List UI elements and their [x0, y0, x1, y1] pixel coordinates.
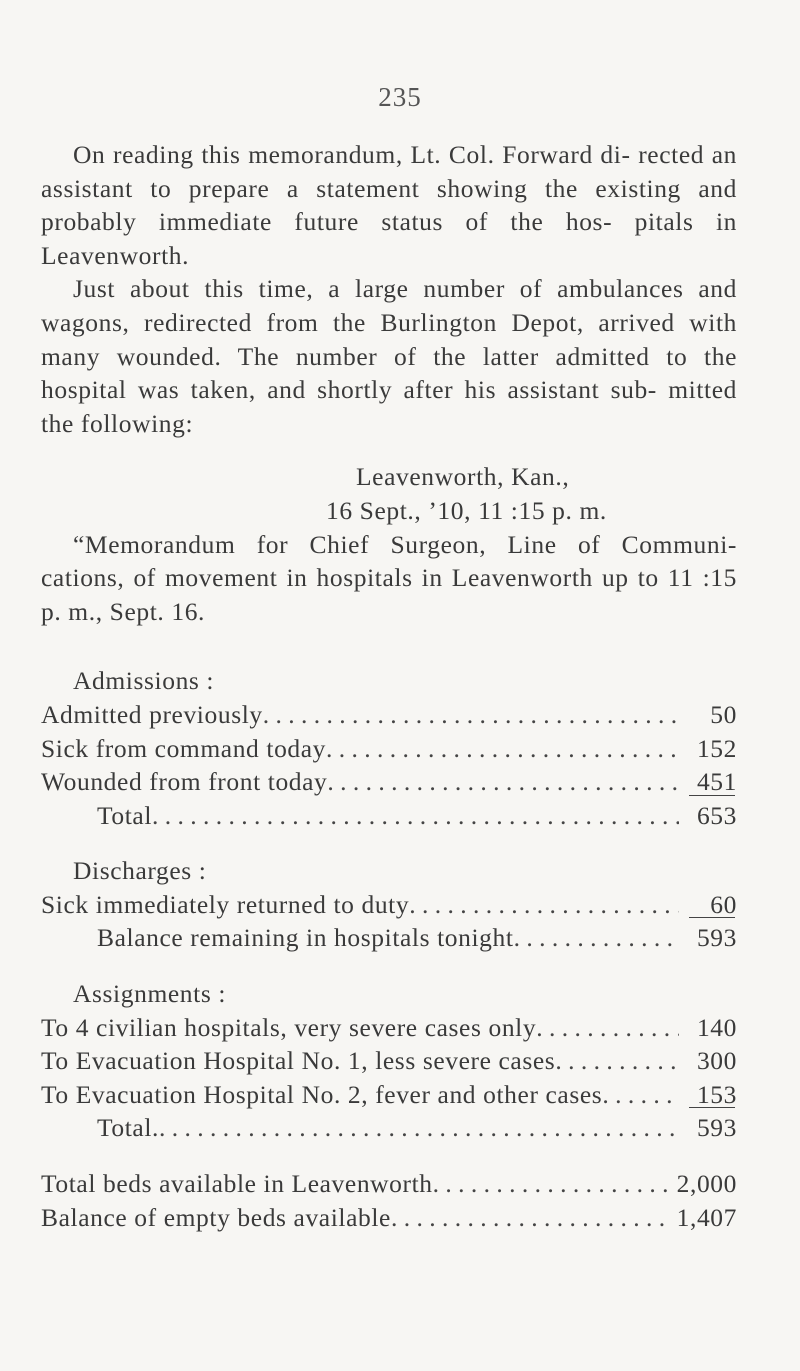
assignments-row — [41, 1011, 737, 1045]
row-label: Sick from command today — [41, 733, 327, 763]
beds-row — [41, 1201, 737, 1235]
row-label: To Evacuation Hospital No. 2, fever and other cases — [41, 1079, 603, 1109]
dateline-date: 16 Sept., ’10, 11 :15 p. m. — [326, 495, 607, 525]
leader-dots — [152, 799, 679, 833]
admissions-row — [41, 698, 737, 732]
row-label: Sick immediately returned to duty — [41, 889, 410, 919]
page-number: 235 — [378, 82, 422, 112]
leader-dots — [391, 1201, 669, 1235]
discharges-heading: Discharges : — [73, 856, 207, 886]
leader-dots — [409, 888, 679, 922]
balance-value: 593 — [696, 923, 737, 953]
leader-dots — [433, 1167, 669, 1201]
page-content — [41, 138, 737, 1234]
admissions-row — [41, 765, 737, 799]
balance-label: Balance remaining in hospitals tonight — [97, 923, 514, 953]
leader-dots — [326, 732, 679, 766]
total-value: 653 — [696, 800, 737, 830]
row-value: 152 — [696, 733, 737, 763]
admissions-heading: Admissions : — [73, 666, 215, 696]
sum-line — [689, 917, 735, 918]
discharges-balance-row — [41, 921, 737, 955]
assignments-row — [41, 1078, 737, 1112]
total-label: Total — [97, 800, 153, 830]
discharges-row — [41, 888, 737, 922]
paragraph-1: On reading this memorandum, Lt. Col. Forward di- rected an assistant to prepare a statement showing the existing and probably immediate future status of the hos- pitals in Leavenworth. — [41, 140, 737, 270]
row-label: Balance of empty beds available — [41, 1202, 391, 1232]
row-value: 50 — [710, 699, 737, 729]
leader-dots — [536, 1011, 679, 1045]
row-value: 140 — [696, 1012, 737, 1042]
leader-dots — [555, 1044, 679, 1078]
spacer — [41, 1145, 737, 1167]
leader-dots — [327, 765, 679, 799]
row-value: 2,000 — [676, 1169, 737, 1199]
assignments-heading: Assignments : — [73, 979, 227, 1009]
assignments-row — [41, 1044, 737, 1078]
row-value: 451 — [696, 767, 737, 797]
sum-line — [689, 795, 735, 796]
paragraph-2: Just about this time, a large number of ambulances and wagons, redirected from the Burlington Depot, arrived with many wounded. The number of the latter admitted to the hospital was taken, and shortly after his assistant sub- mitted the following: — [41, 274, 737, 438]
row-label: Admitted previously — [41, 699, 263, 729]
admissions-row — [41, 732, 737, 766]
leader-dots — [263, 698, 679, 732]
row-value: 1,407 — [676, 1202, 737, 1232]
row-value: 60 — [710, 889, 737, 919]
total-value: 593 — [696, 1113, 737, 1143]
row-value: 300 — [696, 1046, 737, 1076]
total-label: Total. — [97, 1113, 160, 1143]
leader-dots — [159, 1111, 679, 1145]
row-label: To Evacuation Hospital No. 1, less severe cases — [41, 1046, 556, 1076]
row-label: Wounded from front today — [41, 767, 328, 797]
dateline-place: Leavenworth, Kan., — [356, 462, 570, 492]
admissions-total-row — [41, 799, 737, 833]
leader-dots — [514, 921, 679, 955]
beds-row — [41, 1167, 737, 1201]
sum-line — [689, 1107, 735, 1108]
assignments-total-row — [41, 1111, 737, 1145]
row-label: To 4 civilian hospitals, very severe cases only — [41, 1012, 537, 1042]
row-label: Total beds available in Leavenworth — [41, 1169, 433, 1199]
leader-dots — [602, 1078, 679, 1112]
memo-heading: “Memorandum for Chief Surgeon, Line of Communi- cations, of movement in hospitals in Leavenworth up to 11 :15 p. m., Sept. 16. — [41, 529, 737, 626]
row-value: 153 — [696, 1079, 737, 1109]
